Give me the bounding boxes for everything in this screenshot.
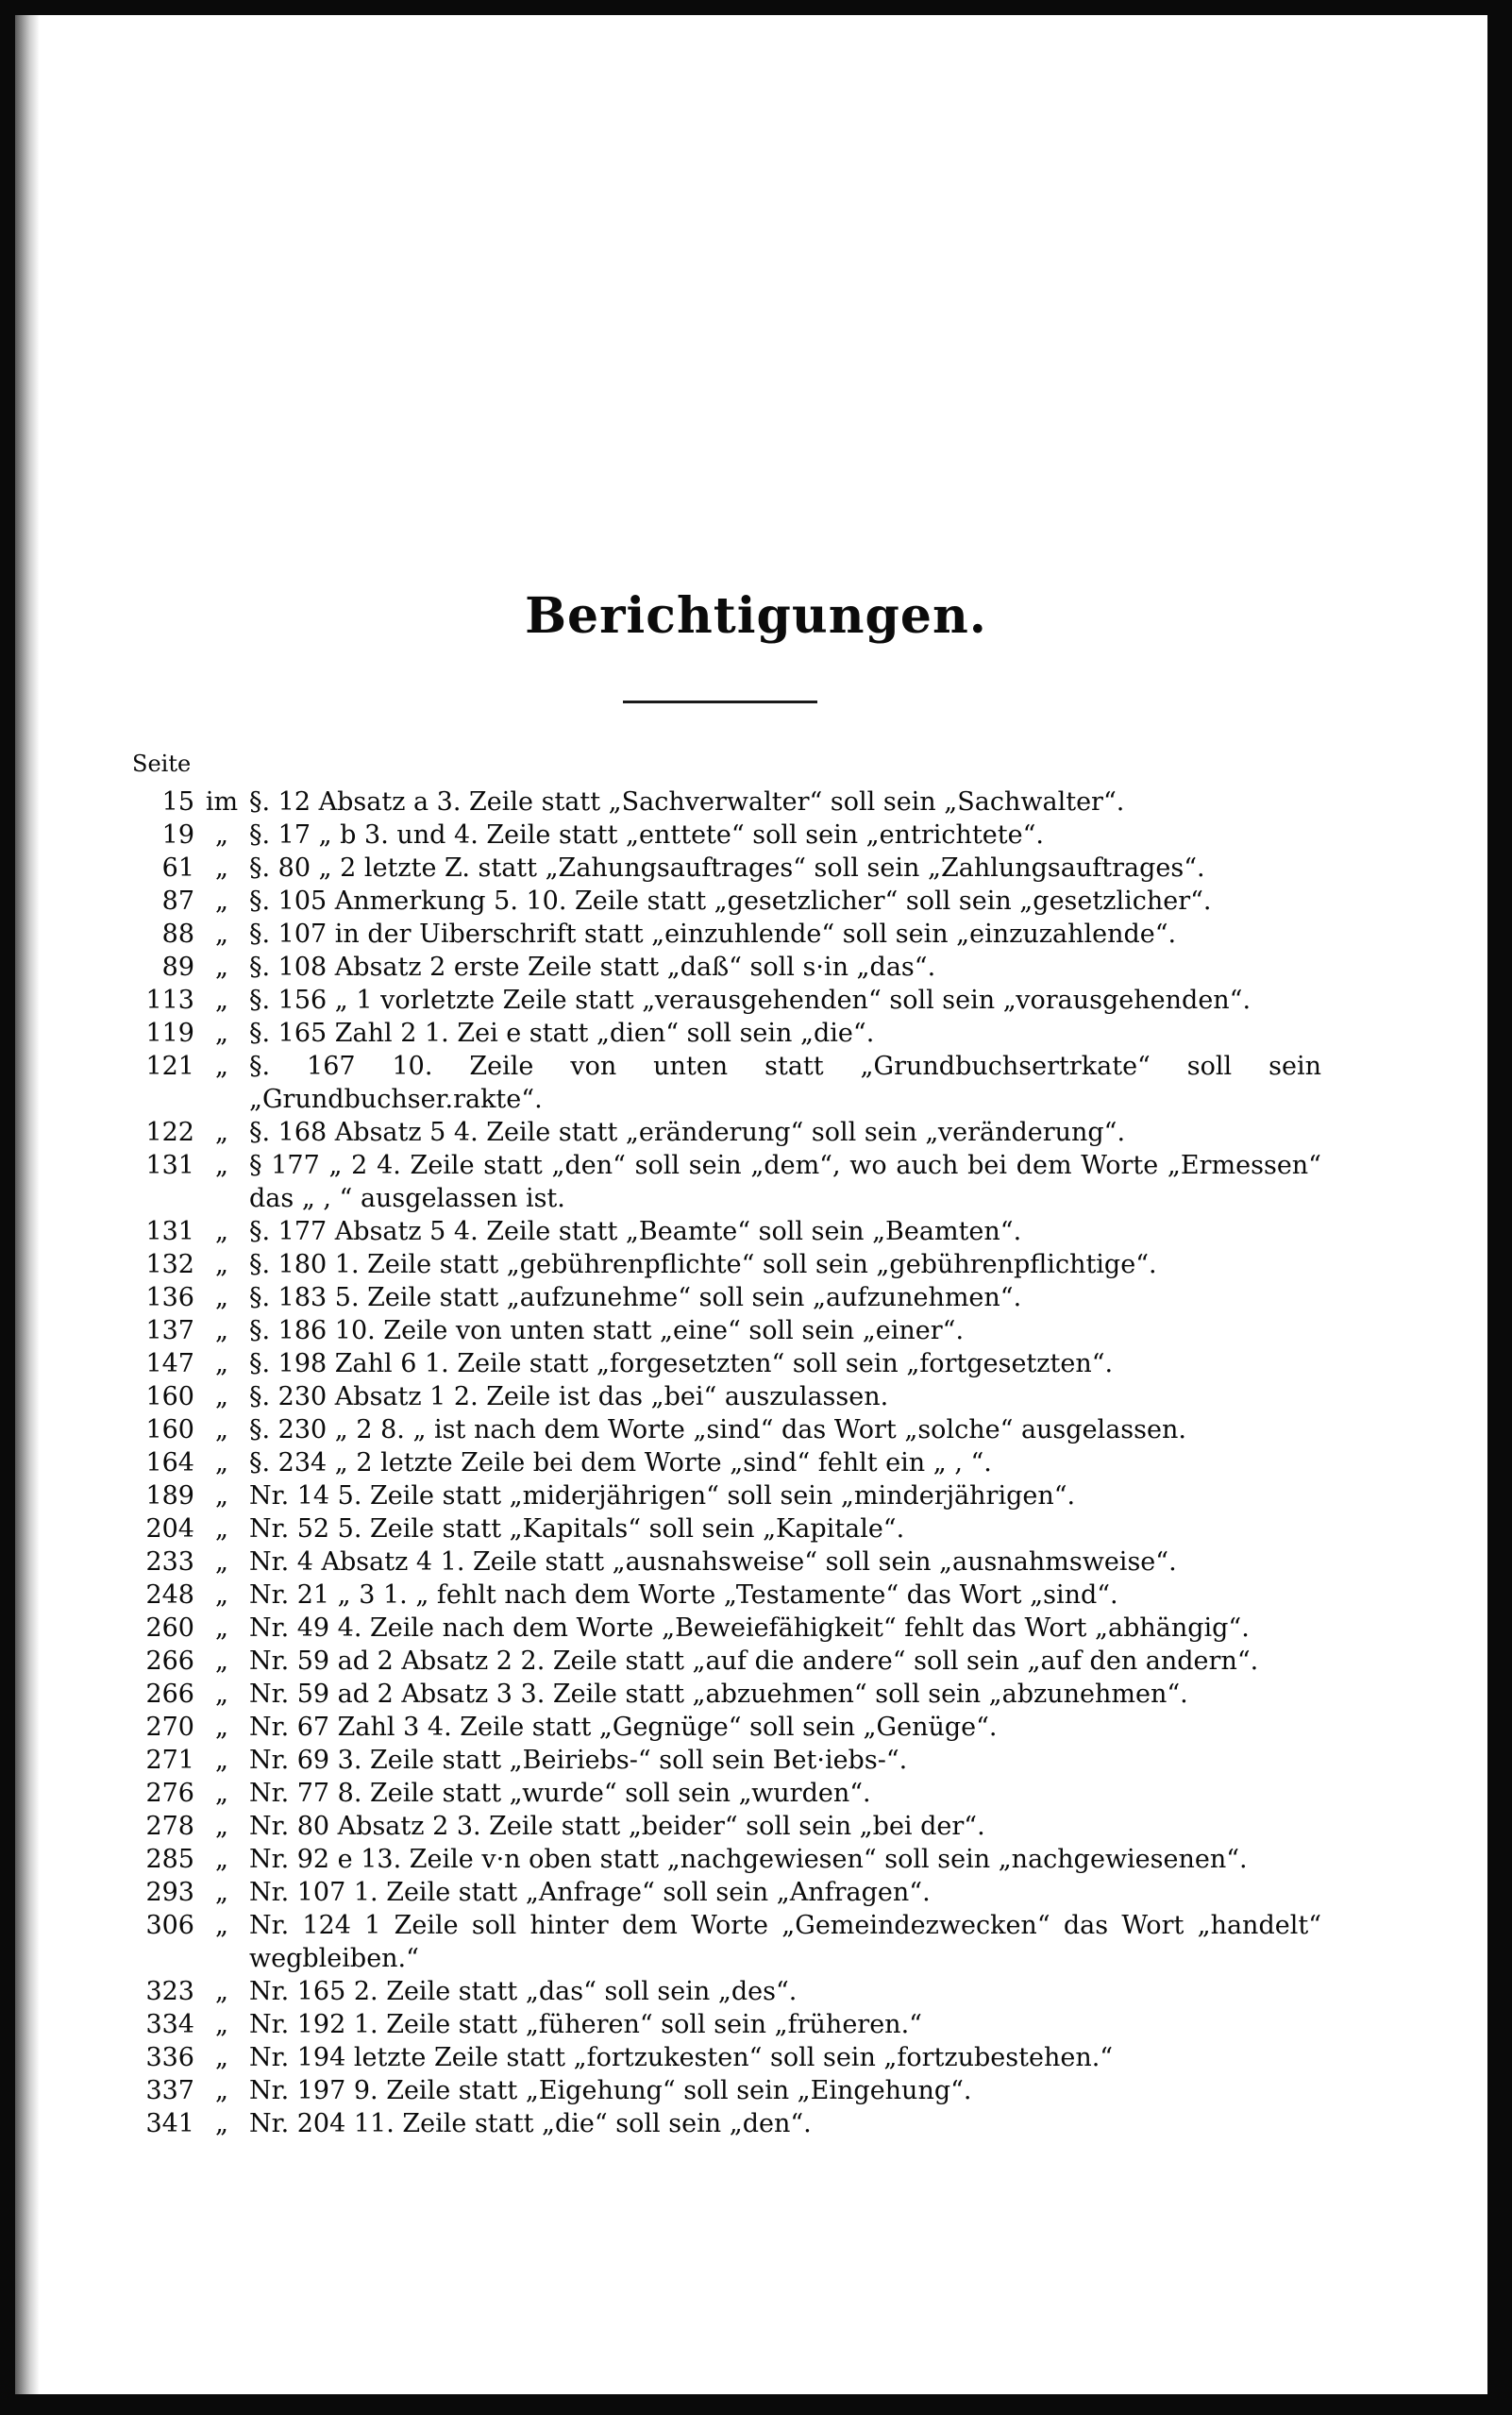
errata-entry <box>132 1975 1321 2008</box>
errata-text: Nr. 69 3. Zeile statt „Beiriebs-“ soll sein Bet·iebs-“. <box>249 1746 908 1775</box>
errata-entry <box>132 1876 1321 1909</box>
errata-page-number: 61 <box>161 853 194 883</box>
errata-page-number: 131 <box>145 1217 194 1246</box>
errata-text: §. 180 1. Zeile statt „gebührenpflichte“ soll sein „gebührenpflichtige“. <box>249 1250 1157 1279</box>
errata-prefix: „ <box>215 1316 228 1345</box>
errata-page-number: 271 <box>145 1746 194 1775</box>
errata-text: Nr. 204 11. Zeile statt „die“ soll sein „den“. <box>249 2109 812 2138</box>
errata-page-number: 306 <box>145 1911 194 1940</box>
errata-page-number: 132 <box>145 1250 194 1279</box>
errata-text: Nr. 80 Absatz 2 3. Zeile statt „beider“ soll sein „bei der“. <box>249 1812 985 1841</box>
errata-text: Nr. 107 1. Zeile statt „Anfrage“ soll sein „Anfragen“. <box>249 1878 931 1907</box>
errata-text: §. 167 10. Zeile von unten statt „Grundbuchsertrkate“ soll sein „Grundbuchser.rakte“. <box>249 1052 1321 1114</box>
errata-entry <box>132 918 1321 951</box>
errata-entry <box>132 1215 1321 1248</box>
errata-text: §. 177 Absatz 5 4. Zeile statt „Beamte“ soll sein „Beamten“. <box>249 1217 1022 1246</box>
errata-entry <box>132 1116 1321 1149</box>
errata-text: Nr. 77 8. Zeile statt „wurde“ soll sein „wurden“. <box>249 1779 871 1808</box>
errata-entry <box>132 1248 1321 1281</box>
errata-page-number: 113 <box>145 986 194 1015</box>
errata-prefix: „ <box>215 1845 228 1874</box>
errata-prefix: „ <box>215 986 228 1015</box>
errata-text: §. 198 Zahl 6 1. Zeile statt „forgesetzten“ soll sein „fortgesetzten“. <box>249 1349 1114 1378</box>
errata-prefix: „ <box>215 2109 228 2138</box>
errata-text: §. 107 in der Uiberschrift statt „einzuhlende“ soll sein „einzuzahlende“. <box>249 920 1177 949</box>
errata-text: § 177 „ 2 4. Zeile statt „den“ soll sein „dem“, wo auch bei dem Worte „Ermessen“ das „ , “ ausgelassen ist. <box>249 1151 1321 1213</box>
errata-text: Nr. 165 2. Zeile statt „das“ soll sein „des“. <box>249 1977 798 2006</box>
errata-page-number: 121 <box>145 1052 194 1081</box>
errata-prefix: „ <box>215 887 228 916</box>
errata-text: §. 80 „ 2 letzte Z. statt „Zahungsauftrages“ soll sein „Zahlungsauftrages“. <box>249 853 1205 883</box>
errata-prefix: „ <box>215 1580 228 1610</box>
errata-prefix: „ <box>215 953 228 982</box>
errata-text: §. 17 „ b 3. und 4. Zeile statt „enttete“ soll sein „entrichtete“. <box>249 820 1044 850</box>
errata-text: §. 168 Absatz 5 4. Zeile statt „eränderung“ soll sein „veränderung“. <box>249 1118 1126 1147</box>
errata-entry <box>132 2107 1321 2140</box>
errata-page-number: 119 <box>145 1019 194 1048</box>
errata-prefix: „ <box>215 1349 228 1378</box>
errata-prefix: „ <box>215 1283 228 1312</box>
errata-text: §. 234 „ 2 letzte Zeile bei dem Worte „sind“ fehlt ein „ , “. <box>249 1448 992 1478</box>
errata-prefix: „ <box>215 853 228 883</box>
errata-prefix: im <box>205 787 239 817</box>
errata-entry <box>132 1579 1321 1612</box>
errata-text: §. 108 Absatz 2 erste Zeile statt „daß“ soll s·in „das“. <box>249 953 936 982</box>
errata-prefix: „ <box>215 1547 228 1577</box>
errata-text: Nr. 197 9. Zeile statt „Eigehung“ soll sein „Eingehung“. <box>249 2076 972 2105</box>
errata-prefix: „ <box>215 1382 228 1411</box>
errata-text: Nr. 14 5. Zeile statt „miderjährigen“ soll sein „minderjährigen“. <box>249 1481 1076 1511</box>
errata-prefix: „ <box>215 1713 228 1742</box>
errata-prefix: „ <box>215 1052 228 1081</box>
errata-page-number: 285 <box>145 1845 194 1874</box>
errata-prefix: „ <box>215 1415 228 1444</box>
errata-prefix: „ <box>215 1647 228 1676</box>
errata-prefix: „ <box>215 1680 228 1709</box>
errata-page-number: 334 <box>145 2010 194 2039</box>
errata-text: Nr. 192 1. Zeile statt „füheren“ soll sein „früheren.“ <box>249 2010 922 2039</box>
errata-entry <box>132 1281 1321 1314</box>
errata-page-number: 341 <box>145 2109 194 2138</box>
errata-prefix: „ <box>215 1448 228 1478</box>
errata-entry <box>132 885 1321 918</box>
errata-entry <box>132 1744 1321 1777</box>
errata-page-number: 87 <box>161 887 194 916</box>
page-title: Berichtigungen. <box>525 587 987 645</box>
column-label-seite: Seite <box>132 751 192 777</box>
errata-entry <box>132 2041 1321 2074</box>
errata-prefix: „ <box>215 1812 228 1841</box>
errata-text: Nr. 194 letzte Zeile statt „fortzukesten“ soll sein „fortzubestehen.“ <box>249 2043 1114 2072</box>
errata-page-number: 131 <box>145 1151 194 1180</box>
errata-prefix: „ <box>215 1878 228 1907</box>
errata-text: §. 165 Zahl 2 1. Zei e statt „dien“ soll sein „die“. <box>249 1019 875 1048</box>
errata-text: Nr. 52 5. Zeile statt „Kapitals“ soll sein „Kapitale“. <box>249 1514 905 1544</box>
errata-entry <box>132 2008 1321 2041</box>
errata-page-number: 189 <box>145 1481 194 1511</box>
errata-page-number: 160 <box>145 1415 194 1444</box>
errata-prefix: „ <box>215 1977 228 2006</box>
errata-entry <box>132 819 1321 852</box>
errata-text: Nr. 4 Absatz 4 1. Zeile statt „ausnahsweise“ soll sein „ausnahmsweise“. <box>249 1547 1177 1577</box>
errata-prefix: „ <box>215 1118 228 1147</box>
errata-page-number: 89 <box>161 953 194 982</box>
errata-entry <box>132 951 1321 984</box>
errata-text: Nr. 124 1 Zeile soll hinter dem Worte „Gemeindezwecken“ das Wort „handelt“ wegbleiben.“ <box>249 1911 1321 1973</box>
errata-page-number: 260 <box>145 1613 194 1643</box>
errata-page-number: 160 <box>145 1382 194 1411</box>
errata-page-number: 147 <box>145 1349 194 1378</box>
errata-entry <box>132 852 1321 885</box>
errata-text: Nr. 92 e 13. Zeile v·n oben statt „nachgewiesen“ soll sein „nachgewiesenen“. <box>249 1845 1248 1874</box>
errata-prefix: „ <box>215 820 228 850</box>
errata-prefix: „ <box>215 1779 228 1808</box>
errata-entry <box>132 1678 1321 1711</box>
errata-text: §. 156 „ 1 vorletzte Zeile statt „verausgehenden“ soll sein „vorausgehenden“. <box>249 986 1252 1015</box>
errata-entry <box>132 1479 1321 1512</box>
errata-page-number: 323 <box>145 1977 194 2006</box>
errata-text: §. 230 „ 2 8. „ ist nach dem Worte „sind“ das Wort „solche“ ausgelassen. <box>249 1415 1186 1444</box>
title-divider <box>623 701 817 703</box>
errata-prefix: „ <box>215 2043 228 2072</box>
errata-entry <box>132 1810 1321 1843</box>
errata-list <box>132 785 1321 2140</box>
errata-entry <box>132 984 1321 1017</box>
errata-entry <box>132 1545 1321 1579</box>
errata-entry <box>132 1645 1321 1678</box>
errata-page-number: 278 <box>145 1812 194 1841</box>
errata-entry <box>132 785 1321 819</box>
errata-page-number: 266 <box>145 1680 194 1709</box>
errata-page-number: 276 <box>145 1779 194 1808</box>
errata-text: §. 186 10. Zeile von unten statt „eine“ soll sein „einer“. <box>249 1316 965 1345</box>
errata-text: §. 105 Anmerkung 5. 10. Zeile statt „gesetzlicher“ soll sein „gesetzlicher“. <box>249 887 1212 916</box>
page-binding-shadow <box>15 15 40 2394</box>
errata-page-number: 293 <box>145 1878 194 1907</box>
errata-entry <box>132 1512 1321 1545</box>
errata-page-number: 88 <box>161 920 194 949</box>
errata-entry <box>132 2074 1321 2107</box>
errata-page-number: 19 <box>161 820 194 850</box>
errata-page-number: 164 <box>145 1448 194 1478</box>
errata-entry <box>132 1909 1321 1975</box>
errata-entry <box>132 1843 1321 1876</box>
errata-page-number: 270 <box>145 1713 194 1742</box>
errata-prefix: „ <box>215 1481 228 1511</box>
errata-entry <box>132 1149 1321 1215</box>
errata-text: §. 12 Absatz a 3. Zeile statt „Sachverwalter“ soll sein „Sachwalter“. <box>249 787 1125 817</box>
errata-page-number: 15 <box>161 787 194 817</box>
errata-page-number: 337 <box>145 2076 194 2105</box>
errata-page-number: 266 <box>145 1647 194 1676</box>
errata-prefix: „ <box>215 2076 228 2105</box>
errata-entry <box>132 1777 1321 1810</box>
errata-entry <box>132 1347 1321 1380</box>
errata-page-number: 233 <box>145 1547 194 1577</box>
errata-prefix: „ <box>215 1514 228 1544</box>
errata-prefix: „ <box>215 1746 228 1775</box>
errata-prefix: „ <box>215 1151 228 1180</box>
errata-text: Nr. 59 ad 2 Absatz 2 2. Zeile statt „auf die andere“ soll sein „auf den andern“. <box>249 1647 1259 1676</box>
errata-entry <box>132 1380 1321 1413</box>
errata-entry <box>132 1711 1321 1744</box>
errata-entry <box>132 1413 1321 1446</box>
errata-page-number: 136 <box>145 1283 194 1312</box>
errata-prefix: „ <box>215 1911 228 1940</box>
errata-prefix: „ <box>215 1613 228 1643</box>
errata-text: §. 183 5. Zeile statt „aufzunehme“ soll sein „aufzunehmen“. <box>249 1283 1022 1312</box>
errata-entry <box>132 1446 1321 1479</box>
errata-text: Nr. 59 ad 2 Absatz 3 3. Zeile statt „abzuehmen“ soll sein „abzunehmen“. <box>249 1680 1188 1709</box>
errata-entry <box>132 1050 1321 1116</box>
errata-text: Nr. 67 Zahl 3 4. Zeile statt „Gegnüge“ soll sein „Genüge“. <box>249 1713 998 1742</box>
errata-page-number: 248 <box>145 1580 194 1610</box>
errata-text: Nr. 49 4. Zeile nach dem Worte „Beweiefähigkeit“ fehlt das Wort „abhängig“. <box>249 1613 1250 1643</box>
errata-page-number: 204 <box>145 1514 194 1544</box>
errata-entry <box>132 1017 1321 1050</box>
errata-entry <box>132 1314 1321 1347</box>
errata-prefix: „ <box>215 1217 228 1246</box>
errata-entry <box>132 1612 1321 1645</box>
errata-page-number: 122 <box>145 1118 194 1147</box>
errata-page-number: 137 <box>145 1316 194 1345</box>
errata-page-number: 336 <box>145 2043 194 2072</box>
errata-text: §. 230 Absatz 1 2. Zeile ist das „bei“ auszulassen. <box>249 1382 889 1411</box>
errata-text: Nr. 21 „ 3 1. „ fehlt nach dem Worte „Testamente“ das Wort „sind“. <box>249 1580 1118 1610</box>
errata-prefix: „ <box>215 1250 228 1279</box>
errata-prefix: „ <box>215 1019 228 1048</box>
errata-prefix: „ <box>215 2010 228 2039</box>
errata-prefix: „ <box>215 920 228 949</box>
